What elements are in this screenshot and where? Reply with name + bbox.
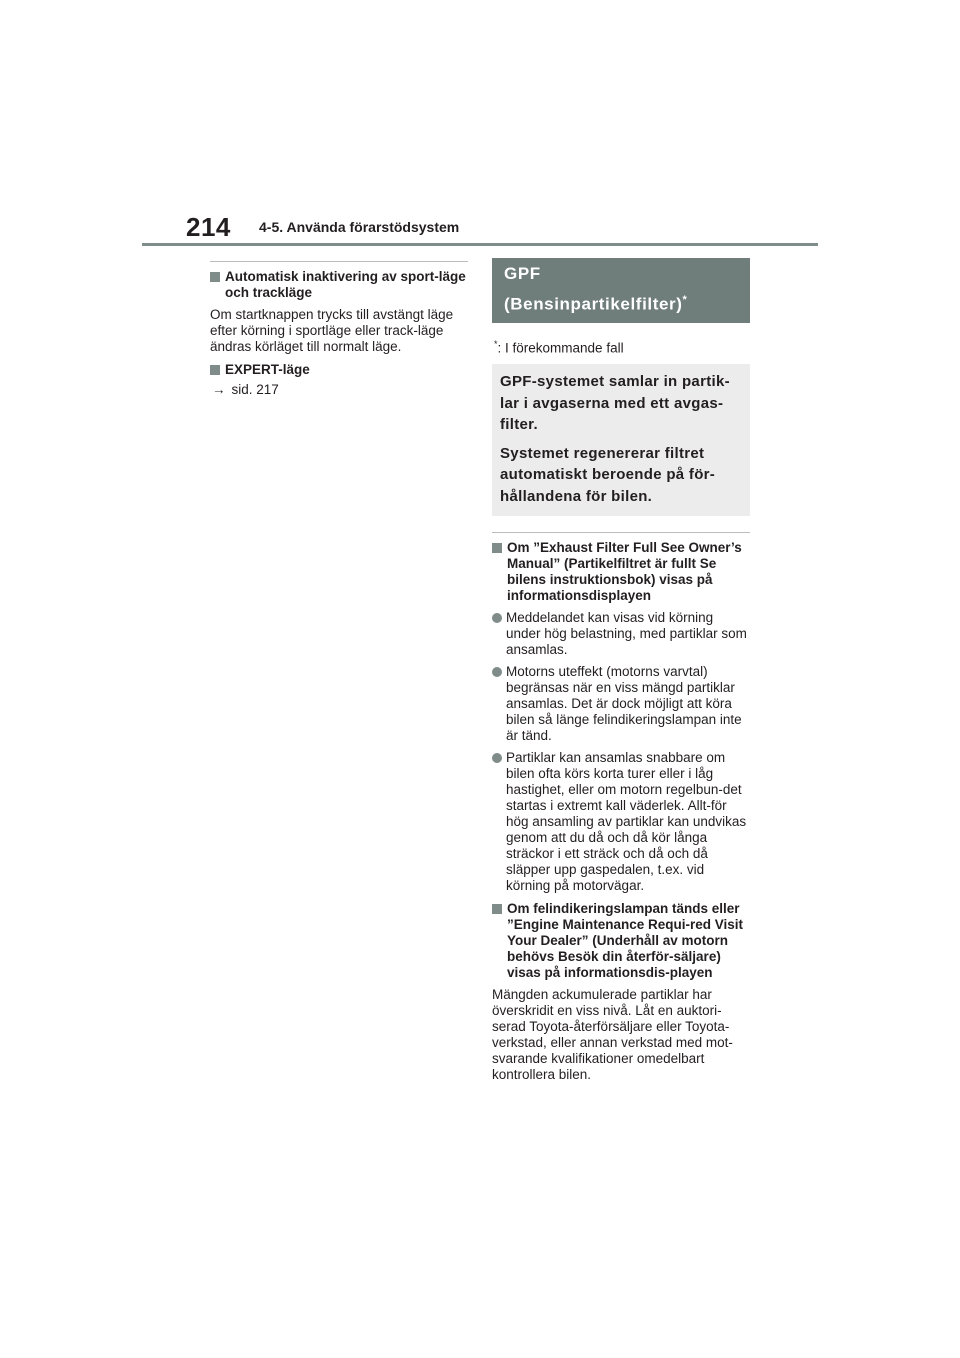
square-bullet-icon [492,904,502,914]
list-item-text: Motorns uteffekt (motorns varvtal) begränsas när en viss mängd partiklar ansamlas. Det är dock möjligt att köra bilen så länge felindikeringslampan inte är tänd. [506,664,742,744]
list-item-text: Meddelandet kan visas vid körning under hög belastning, med partiklar som ansamlas. [506,610,747,658]
page-number: 214 [186,212,231,242]
circle-bullet-icon [492,753,502,763]
summary-paragraph-1: GPF-systemet samlar in partik-lar i avgaserna med ett avgas-filter. [500,373,730,434]
square-bullet-icon [210,272,220,282]
subheading-text: Automatisk inaktivering av sport-läge och trackläge [225,269,466,300]
footnote-marker: * [494,338,498,349]
subheading-text: EXPERT-läge [225,362,310,377]
gpf-section-header [492,258,750,323]
page-reference-link[interactable] [212,382,468,398]
subheading-text: Om ”Exhaust Filter Full See Owner’s Manual” (Partikelfiltret är fullt Se bilens instruktionsbok) visas på informationsdisplayen [507,540,742,604]
summary-paragraph-2: Systemet regenererar filtret automatiskt beroende på för-hållandena för bilen. [500,444,716,505]
summary-box [492,364,750,516]
subheading-malfunction-lamp [492,901,750,981]
list-item [492,750,750,894]
gpf-title-line1: GPF [504,264,541,283]
section-title: 4-5. Använda förarstödsystem [259,219,460,235]
page-reference-text: sid. 217 [231,382,279,397]
divider-line [492,532,750,533]
paragraph-auto-deactivation: Om startknappen trycks till avstängt läge efter körning i sportläge eller track-läge ändras körläget till normalt läge. [210,307,454,354]
circle-bullet-icon [492,667,502,677]
header-rule [142,243,818,246]
subheading-exhaust-filter-full [492,540,750,604]
circle-bullet-icon [492,613,502,623]
subheading-expert-mode [210,362,468,378]
footnote-marker: * [682,294,688,306]
list-item-text: Partiklar kan ansamlas snabbare om bilen ofta körs korta turer eller i låg hastighet, eller om motorn regelbun-det startas i extremt kall väderlek. Allt-för hög ansamling av partiklar kan undvikas genom att du då och då kör långa sträckor i ett sträck och då och då släpper upp gaspedalen, t.ex. vid körning på motorvägar. [506,750,747,894]
paragraph-malfunction-lamp: Mängden ackumulerade partiklar har överskridit en viss nivå. Låt en auktori-serad Toyota-återförsäljare eller Toyota-verkstad, eller annan verkstad med mot-svarande kvalifikationer omedelbart kontrollera bilen. [492,987,733,1083]
list-item [492,664,750,744]
list-item [492,610,750,658]
gpf-title-line2: (Bensinpartikelfilter) [504,294,683,314]
left-column [210,261,468,398]
divider-line [210,261,468,262]
right-arrow-icon: → [212,382,226,397]
square-bullet-icon [492,543,502,553]
footnote [494,336,750,357]
square-bullet-icon [210,365,220,375]
subheading-text: Om felindikeringslampan tänds eller ”Engine Maintenance Requi-red Visit Your Dealer” (Underhåll av motorn behövs Besök din återför-säljare) visas på informationsdis-playen [507,901,744,981]
right-column [492,258,750,1083]
footnote-text: : I förekommande fall [497,340,624,356]
subheading-auto-deactivation [210,269,468,301]
